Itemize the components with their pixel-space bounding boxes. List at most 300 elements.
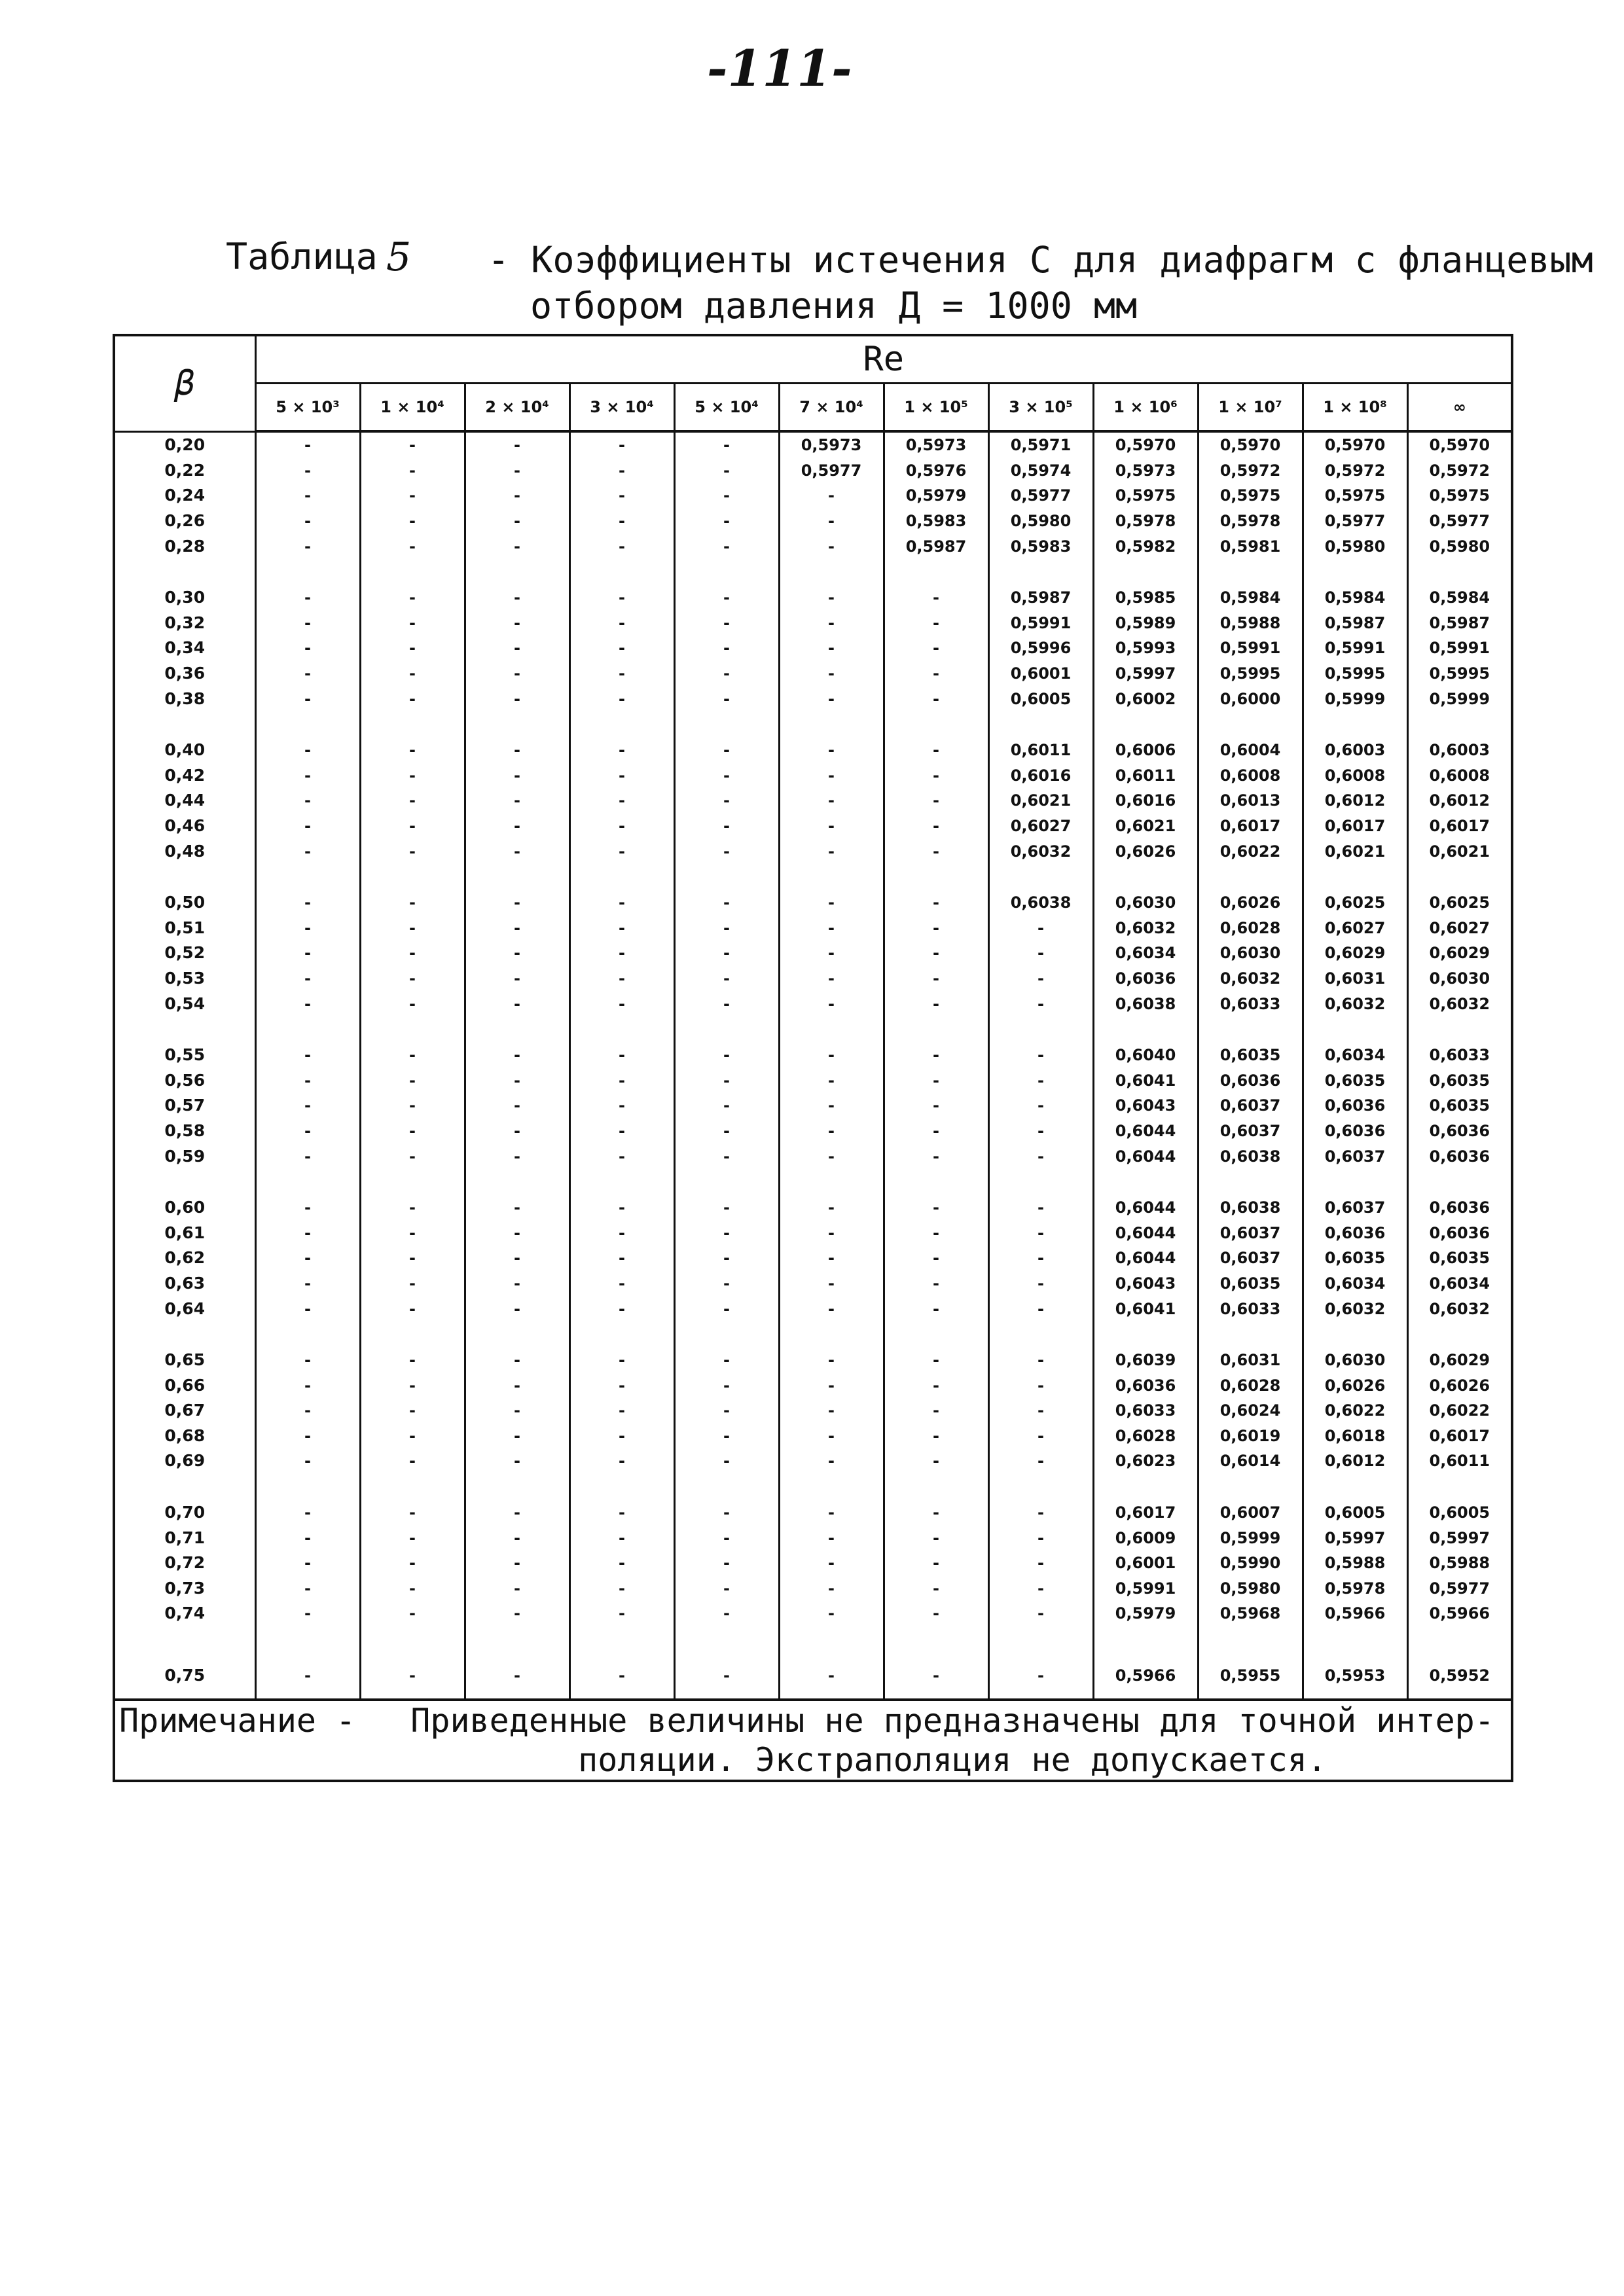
value-cell: - [569, 533, 674, 559]
value-cell: - [255, 1398, 360, 1424]
value-cell: - [255, 533, 360, 559]
value-cell: - [988, 1195, 1093, 1221]
page-number: -111- [707, 39, 852, 98]
value-cell: - [674, 611, 779, 636]
table-note [114, 1700, 1512, 1781]
value-cell: - [779, 1119, 884, 1144]
value-cell: - [569, 1067, 674, 1093]
value-cell: - [674, 1246, 779, 1271]
value-cell: 0,6034 [1303, 1043, 1407, 1068]
value-cell: - [779, 1220, 884, 1246]
value-cell: - [884, 763, 988, 789]
value-cell: 0,6032 [1407, 1296, 1512, 1321]
table-row [114, 533, 1512, 559]
value-cell: - [674, 1372, 779, 1398]
value-cell: - [360, 1448, 465, 1474]
column-header: 5 × 10⁴ [674, 384, 779, 432]
value-cell: 0,6035 [1407, 1067, 1512, 1093]
value-cell: 0,6027 [1407, 916, 1512, 941]
value-cell: 0,6005 [1407, 1500, 1512, 1526]
value-cell: - [884, 788, 988, 814]
value-cell: - [465, 788, 569, 814]
value-cell: - [884, 1398, 988, 1424]
value-cell: - [255, 1271, 360, 1297]
value-cell: 0,6033 [1198, 991, 1303, 1016]
value-cell: - [779, 661, 884, 687]
value-cell: 0,6008 [1198, 763, 1303, 789]
value-cell: 0,5977 [1407, 1576, 1512, 1602]
value-cell: - [465, 636, 569, 661]
value-cell: 0,5955 [1198, 1653, 1303, 1700]
value-cell: 0,5982 [1093, 533, 1198, 559]
value-cell: - [884, 1195, 988, 1221]
value-cell: - [884, 1601, 988, 1626]
value-cell: - [674, 1348, 779, 1373]
value-cell: - [988, 1246, 1093, 1271]
re-header: Re [255, 335, 1512, 384]
value-cell: - [674, 1067, 779, 1093]
value-cell: - [674, 1398, 779, 1424]
table-row [114, 788, 1512, 814]
value-cell: 0,5997 [1303, 1525, 1407, 1551]
value-cell: - [884, 585, 988, 611]
value-cell: 0,6007 [1198, 1500, 1303, 1526]
value-cell: 0,6030 [1093, 890, 1198, 916]
value-cell: - [779, 814, 884, 839]
value-cell: - [360, 1093, 465, 1119]
value-cell: - [360, 661, 465, 687]
value-cell: 0,5988 [1198, 611, 1303, 636]
value-cell: 0,6029 [1407, 1348, 1512, 1373]
beta-cell: 0,70 [114, 1500, 255, 1526]
value-cell: 0,5984 [1198, 585, 1303, 611]
value-cell: - [674, 509, 779, 534]
value-cell: 0,6013 [1198, 788, 1303, 814]
value-cell: - [465, 611, 569, 636]
value-cell: - [779, 1195, 884, 1221]
value-cell: - [360, 1271, 465, 1297]
value-cell: - [465, 483, 569, 509]
value-cell: - [360, 1424, 465, 1449]
value-cell: 0,6039 [1093, 1348, 1198, 1373]
value-cell: - [360, 636, 465, 661]
value-cell: - [465, 1119, 569, 1144]
value-cell: - [988, 916, 1093, 941]
value-cell: - [884, 1271, 988, 1297]
value-cell: - [569, 763, 674, 789]
value-cell: - [674, 763, 779, 789]
value-cell: 0,6016 [1093, 788, 1198, 814]
value-cell: 0,6037 [1198, 1093, 1303, 1119]
value-cell: - [569, 941, 674, 966]
value-cell: 0,6037 [1303, 1143, 1407, 1169]
value-cell: 0,5970 [1093, 431, 1198, 458]
value-cell: - [360, 1653, 465, 1700]
value-cell: 0,6037 [1198, 1246, 1303, 1271]
value-cell: - [255, 1043, 360, 1068]
value-cell: 0,6041 [1093, 1067, 1198, 1093]
value-cell: 0,6027 [1303, 916, 1407, 941]
value-cell: - [779, 966, 884, 992]
value-cell: 0,5987 [1303, 611, 1407, 636]
column-header: 1 × 10⁶ [1093, 384, 1198, 432]
value-cell: - [674, 1653, 779, 1700]
value-cell: - [255, 941, 360, 966]
value-cell: - [569, 1525, 674, 1551]
value-cell: - [360, 1043, 465, 1068]
value-cell: - [884, 1119, 988, 1144]
value-cell: - [569, 611, 674, 636]
value-cell: - [255, 1093, 360, 1119]
value-cell: - [674, 1576, 779, 1602]
value-cell: - [569, 1653, 674, 1700]
value-cell: - [465, 1093, 569, 1119]
beta-cell: 0,51 [114, 916, 255, 941]
beta-cell: 0,69 [114, 1448, 255, 1474]
value-cell: - [569, 1448, 674, 1474]
value-cell: 0,5988 [1407, 1551, 1512, 1576]
beta-column-header: β [114, 335, 255, 431]
value-cell: 0,6035 [1303, 1246, 1407, 1271]
value-cell: - [988, 966, 1093, 992]
value-cell: - [779, 1143, 884, 1169]
value-cell: - [988, 991, 1093, 1016]
value-cell: - [884, 1372, 988, 1398]
group-spacer [114, 1474, 1512, 1500]
table-row [114, 1296, 1512, 1321]
value-cell: 0,5991 [1303, 636, 1407, 661]
value-cell: 0,6028 [1198, 1372, 1303, 1398]
value-cell: 0,5991 [988, 611, 1093, 636]
value-cell: - [255, 1067, 360, 1093]
value-cell: - [569, 890, 674, 916]
value-cell: 0,5975 [1198, 483, 1303, 509]
value-cell: - [255, 1500, 360, 1526]
value-cell: - [779, 611, 884, 636]
beta-cell: 0,58 [114, 1119, 255, 1144]
column-header-row [114, 384, 1512, 432]
table-row [114, 890, 1512, 916]
value-cell: - [569, 1043, 674, 1068]
value-cell: 0,6036 [1303, 1093, 1407, 1119]
value-cell: - [674, 1093, 779, 1119]
value-cell: 0,5973 [884, 431, 988, 458]
value-cell: 0,6018 [1303, 1424, 1407, 1449]
value-cell: 0,6003 [1303, 738, 1407, 763]
value-cell: - [779, 1246, 884, 1271]
beta-cell: 0,48 [114, 838, 255, 864]
value-cell: 0,6008 [1303, 763, 1407, 789]
value-cell: - [465, 458, 569, 484]
value-cell: - [255, 1296, 360, 1321]
value-cell: 0,6034 [1093, 941, 1198, 966]
table-row [114, 585, 1512, 611]
value-cell: 0,5971 [988, 431, 1093, 458]
value-cell: 0,6040 [1093, 1043, 1198, 1068]
value-cell: 0,6026 [1093, 838, 1198, 864]
table-row [114, 1246, 1512, 1271]
value-cell: - [360, 916, 465, 941]
value-cell: 0,5979 [884, 483, 988, 509]
value-cell: 0,6036 [1303, 1220, 1407, 1246]
value-cell: 0,5978 [1093, 509, 1198, 534]
value-cell: - [674, 788, 779, 814]
value-cell: - [465, 890, 569, 916]
table-row [114, 1271, 1512, 1297]
value-cell: - [779, 1296, 884, 1321]
value-cell: 0,6036 [1407, 1119, 1512, 1144]
beta-cell: 0,68 [114, 1424, 255, 1449]
column-header: 1 × 10⁵ [884, 384, 988, 432]
value-cell: - [360, 483, 465, 509]
value-cell: 0,6017 [1198, 814, 1303, 839]
value-cell: - [674, 431, 779, 458]
value-cell: 0,5975 [1303, 483, 1407, 509]
value-cell: - [884, 1653, 988, 1700]
value-cell: - [360, 458, 465, 484]
value-cell: 0,5991 [1093, 1576, 1198, 1602]
beta-cell: 0,50 [114, 890, 255, 916]
value-cell: - [569, 483, 674, 509]
value-cell: 0,6022 [1407, 1398, 1512, 1424]
value-cell: - [674, 1296, 779, 1321]
beta-cell: 0,38 [114, 686, 255, 711]
value-cell: - [779, 1093, 884, 1119]
value-cell: - [360, 763, 465, 789]
value-cell: - [674, 1424, 779, 1449]
value-cell: 0,5970 [1198, 431, 1303, 458]
value-cell: 0,5995 [1407, 661, 1512, 687]
value-cell: - [569, 661, 674, 687]
value-cell: - [674, 686, 779, 711]
value-cell: - [569, 916, 674, 941]
value-cell: 0,6044 [1093, 1220, 1198, 1246]
value-cell: 0,6035 [1407, 1093, 1512, 1119]
value-cell: - [255, 1448, 360, 1474]
value-cell: 0,6021 [1407, 838, 1512, 864]
beta-cell: 0,52 [114, 941, 255, 966]
value-cell: - [884, 916, 988, 941]
value-cell: 0,6038 [1198, 1195, 1303, 1221]
table-row [114, 1424, 1512, 1449]
value-cell: - [779, 1525, 884, 1551]
value-cell: - [569, 1296, 674, 1321]
value-cell: - [674, 585, 779, 611]
beta-cell: 0,46 [114, 814, 255, 839]
beta-cell: 0,54 [114, 991, 255, 1016]
group-spacer [114, 711, 1512, 738]
beta-cell: 0,36 [114, 661, 255, 687]
value-cell: 0,6017 [1407, 814, 1512, 839]
table-row [114, 1448, 1512, 1474]
value-cell: 0,6031 [1303, 966, 1407, 992]
value-cell: 0,5997 [1093, 661, 1198, 687]
table-row [114, 431, 1512, 458]
value-cell: - [360, 1119, 465, 1144]
value-cell: - [674, 1500, 779, 1526]
table-row [114, 916, 1512, 941]
value-cell: 0,6021 [1303, 838, 1407, 864]
value-cell: 0,6038 [1198, 1143, 1303, 1169]
value-cell: - [884, 1448, 988, 1474]
value-cell: - [674, 458, 779, 484]
value-cell: - [884, 738, 988, 763]
value-cell: - [465, 838, 569, 864]
value-cell: 0,5999 [1198, 1525, 1303, 1551]
beta-cell: 0,62 [114, 1246, 255, 1271]
value-cell: - [465, 1143, 569, 1169]
value-cell: 0,6044 [1093, 1246, 1198, 1271]
table-row [114, 1067, 1512, 1093]
value-cell: - [884, 1576, 988, 1602]
value-cell: - [674, 1525, 779, 1551]
value-cell: - [988, 1653, 1093, 1700]
value-cell: 0,6032 [1407, 991, 1512, 1016]
value-cell: 0,6030 [1407, 966, 1512, 992]
value-cell: - [465, 763, 569, 789]
value-cell: - [988, 1398, 1093, 1424]
group-spacer [114, 1321, 1512, 1348]
column-header: 1 × 10⁸ [1303, 384, 1407, 432]
value-cell: - [988, 1119, 1093, 1144]
value-cell: 0,5991 [1198, 636, 1303, 661]
value-cell: - [779, 738, 884, 763]
value-cell: 0,5995 [1198, 661, 1303, 687]
value-cell: - [884, 1093, 988, 1119]
value-cell: - [255, 1372, 360, 1398]
value-cell: - [779, 1424, 884, 1449]
beta-cell: 0,63 [114, 1271, 255, 1297]
value-cell: - [674, 483, 779, 509]
value-cell: - [465, 533, 569, 559]
table-row [114, 738, 1512, 763]
value-cell: - [779, 1348, 884, 1373]
beta-cell: 0,22 [114, 458, 255, 484]
value-cell: - [360, 533, 465, 559]
beta-cell: 0,34 [114, 636, 255, 661]
beta-cell: 0,26 [114, 509, 255, 534]
value-cell: - [569, 966, 674, 992]
caption-title-line2: отбором давления Д = 1000 мм [530, 285, 1138, 327]
value-cell: - [360, 1296, 465, 1321]
value-cell: 0,6027 [988, 814, 1093, 839]
value-cell: 0,6035 [1303, 1067, 1407, 1093]
value-cell: 0,6030 [1303, 1348, 1407, 1373]
value-cell: 0,6012 [1407, 788, 1512, 814]
value-cell: - [465, 916, 569, 941]
value-cell: - [884, 1043, 988, 1068]
value-cell: 0,5985 [1093, 585, 1198, 611]
value-cell: - [674, 1601, 779, 1626]
value-cell: - [360, 1398, 465, 1424]
value-cell: - [884, 686, 988, 711]
table-row [114, 1119, 1512, 1144]
beta-cell: 0,28 [114, 533, 255, 559]
value-cell: - [988, 1372, 1093, 1398]
value-cell: - [884, 1143, 988, 1169]
value-cell: - [674, 991, 779, 1016]
value-cell: 0,5977 [1303, 509, 1407, 534]
table-row [114, 1220, 1512, 1246]
beta-cell: 0,32 [114, 611, 255, 636]
value-cell: 0,5980 [1198, 1576, 1303, 1602]
value-cell: 0,6026 [1407, 1372, 1512, 1398]
value-cell: - [255, 788, 360, 814]
value-cell: - [360, 585, 465, 611]
value-cell: - [360, 1348, 465, 1373]
value-cell: - [569, 1143, 674, 1169]
value-cell: 0,5966 [1303, 1601, 1407, 1626]
value-cell: - [465, 585, 569, 611]
value-cell: - [884, 1551, 988, 1576]
value-cell: - [255, 890, 360, 916]
value-cell: - [569, 636, 674, 661]
value-cell: - [255, 1424, 360, 1449]
value-cell: - [884, 991, 988, 1016]
value-cell: - [779, 1551, 884, 1576]
group-spacer [114, 1169, 1512, 1195]
value-cell: - [884, 1220, 988, 1246]
value-cell: - [569, 1500, 674, 1526]
value-cell: - [779, 763, 884, 789]
value-cell: - [255, 763, 360, 789]
value-cell: - [988, 1093, 1093, 1119]
table-row [114, 763, 1512, 789]
value-cell: 0,5987 [884, 533, 988, 559]
value-cell: - [569, 1372, 674, 1398]
value-cell: - [674, 814, 779, 839]
value-cell: - [255, 1551, 360, 1576]
value-cell: 0,6011 [988, 738, 1093, 763]
value-cell: 0,5972 [1407, 458, 1512, 484]
value-cell: 0,5984 [1407, 585, 1512, 611]
value-cell: 0,6011 [1093, 763, 1198, 789]
table-row [114, 1576, 1512, 1602]
value-cell: - [884, 611, 988, 636]
table-row [114, 636, 1512, 661]
value-cell: 0,6025 [1303, 890, 1407, 916]
value-cell: 0,6017 [1407, 1424, 1512, 1449]
beta-cell: 0,40 [114, 738, 255, 763]
beta-cell: 0,74 [114, 1601, 255, 1626]
note-lead: Примечание - [119, 1701, 356, 1740]
value-cell: 0,6022 [1198, 838, 1303, 864]
value-cell: 0,6009 [1093, 1525, 1198, 1551]
value-cell: 0,5983 [988, 533, 1093, 559]
value-cell: 0,6033 [1093, 1398, 1198, 1424]
value-cell: 0,6029 [1303, 941, 1407, 966]
value-cell: - [988, 1271, 1093, 1297]
value-cell: - [988, 1576, 1093, 1602]
value-cell: - [569, 1348, 674, 1373]
value-cell: 0,6043 [1093, 1093, 1198, 1119]
value-cell: - [465, 1220, 569, 1246]
beta-cell: 0,30 [114, 585, 255, 611]
column-header: 1 × 10⁴ [360, 384, 465, 432]
value-cell: 0,6025 [1407, 890, 1512, 916]
table-row [114, 1653, 1512, 1700]
value-cell: 0,6021 [1093, 814, 1198, 839]
table-row [114, 1500, 1512, 1526]
value-cell: 0,5970 [1407, 431, 1512, 458]
value-cell: - [988, 1551, 1093, 1576]
value-cell: - [255, 1246, 360, 1271]
beta-cell: 0,73 [114, 1576, 255, 1602]
value-cell: - [988, 1067, 1093, 1093]
value-cell: - [569, 1601, 674, 1626]
value-cell: 0,6036 [1198, 1067, 1303, 1093]
table-row [114, 1525, 1512, 1551]
